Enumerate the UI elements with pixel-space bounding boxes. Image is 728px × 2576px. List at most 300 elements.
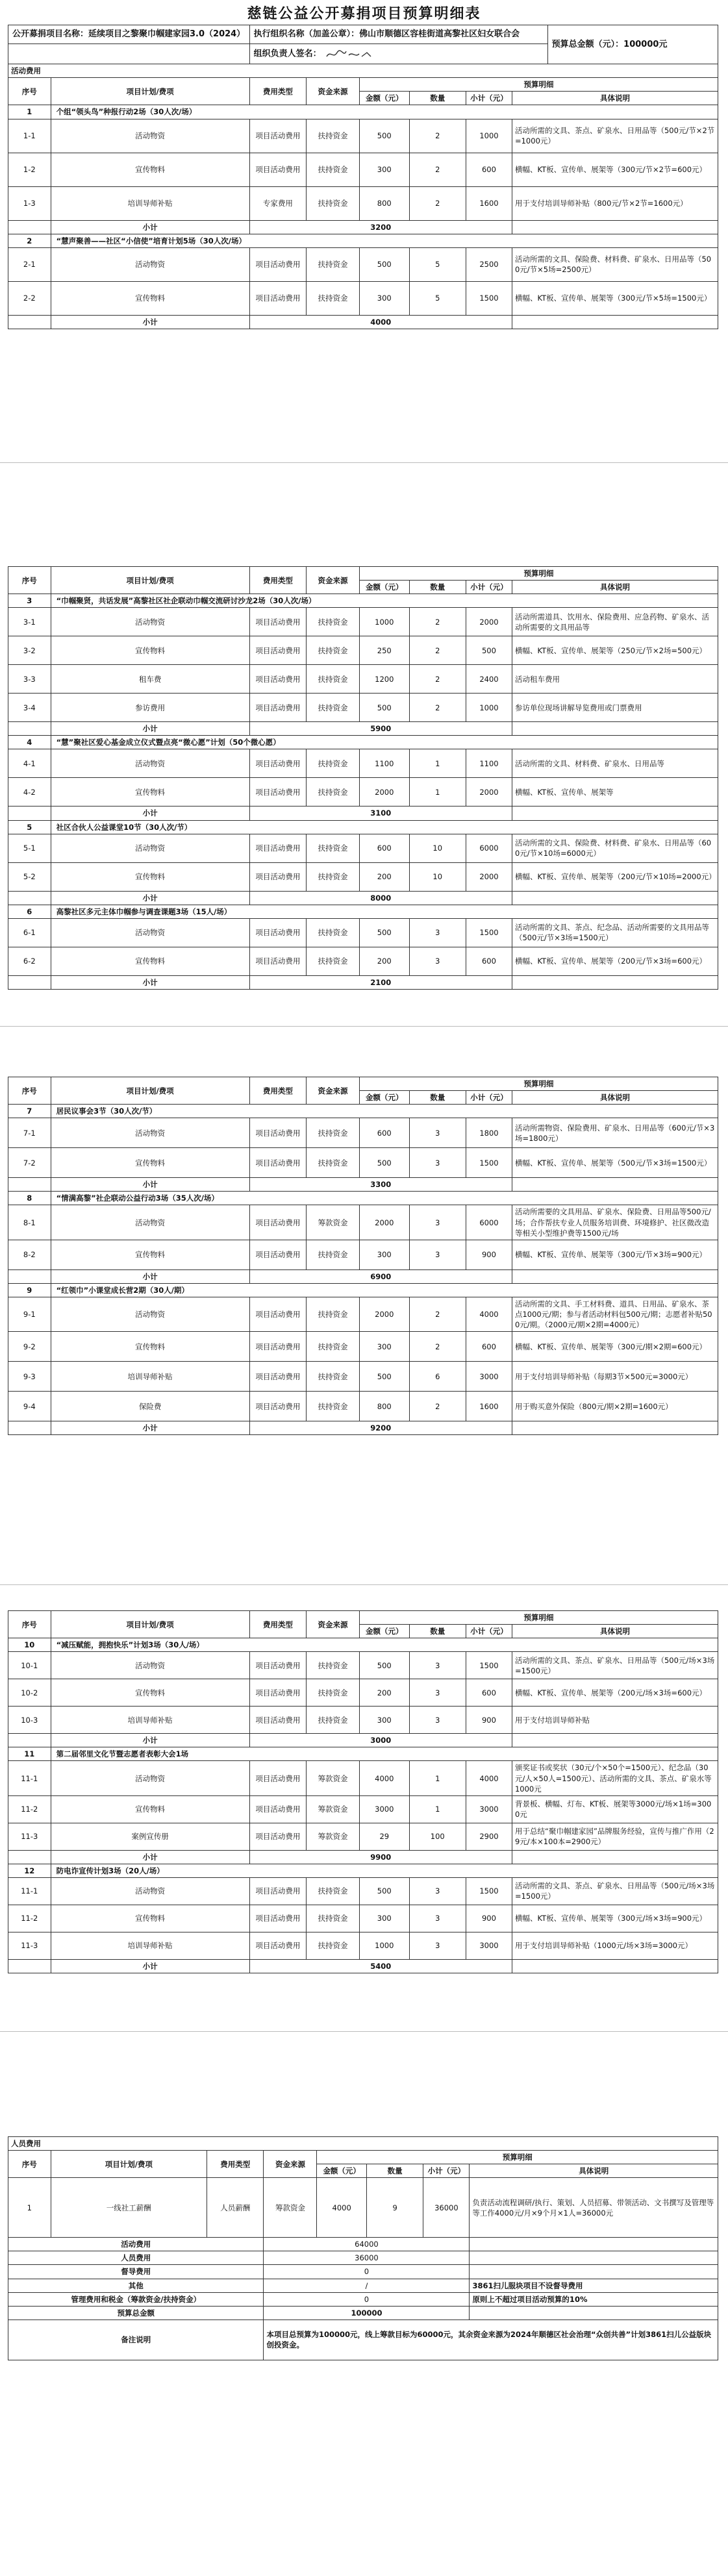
col-fee-type: 费用类型 <box>249 567 306 594</box>
personnel-amount: 4000 <box>317 2178 367 2238</box>
row-fund-source: 扶持资金 <box>307 1297 360 1331</box>
row-seq: 9-3 <box>8 1362 51 1392</box>
section-title: “巾帼聚贤，共话发展”高黎社区社企联动巾帼交流研讨沙龙2场（30人次/场） <box>51 594 718 608</box>
col-qty: 数量 <box>409 1625 466 1638</box>
row-subtotal: 1500 <box>466 1148 512 1178</box>
subtotal-value: 6900 <box>249 1269 512 1283</box>
row-fund-source: 扶持资金 <box>307 153 360 186</box>
personnel-table <box>8 2136 718 2238</box>
subtotal-value: 5400 <box>249 1959 512 1973</box>
subtotal-label: 小计 <box>51 891 249 905</box>
row-fee-type: 项目活动费用 <box>249 1240 306 1269</box>
row-plan: 宣传物料 <box>51 1679 249 1707</box>
col-seq: 序号 <box>8 2151 51 2178</box>
row-plan: 宣传物料 <box>51 1240 249 1269</box>
section-title: 第二届邻里文化节暨志愿者表彰大会1场 <box>51 1747 718 1761</box>
row-amount: 500 <box>360 1148 410 1178</box>
activity-fee-heading: 活动费用 <box>8 64 718 78</box>
col-subtotal: 小计（元） <box>466 1091 512 1105</box>
row-plan: 宣传物料 <box>51 1332 249 1362</box>
row-fund-source: 扶持资金 <box>307 281 360 315</box>
budget-row <box>8 1905 718 1932</box>
col-qty: 数量 <box>409 581 466 594</box>
row-fee-type: 项目活动费用 <box>249 947 306 975</box>
col-fund-source: 资金来源 <box>307 78 360 105</box>
row-subtotal: 2000 <box>466 608 512 636</box>
col-amount: 金额（元） <box>360 581 410 594</box>
row-fund-source: 扶持资金 <box>307 1932 360 1959</box>
row-plan: 活动物资 <box>51 119 249 153</box>
row-desc: 横幅、KT板、宣传单、展架等（250元/节×2场=500元） <box>512 636 718 665</box>
row-plan: 培训导师补贴 <box>51 186 249 220</box>
row-amount: 200 <box>360 1679 410 1707</box>
row-subtotal: 6000 <box>466 834 512 862</box>
row-desc: 参访单位现场讲解导览费用或门票费用 <box>512 694 718 722</box>
row-qty: 2 <box>409 1332 466 1362</box>
col-budget-detail: 预算明细 <box>360 1611 718 1625</box>
row-seq: 11-1 <box>8 1761 51 1795</box>
budget-sheet-5 <box>8 2136 718 2360</box>
summary-blank <box>470 2265 718 2279</box>
col-qty: 数量 <box>409 1091 466 1105</box>
row-amount: 1000 <box>360 608 410 636</box>
row-fund-source: 扶持资金 <box>307 1362 360 1392</box>
row-fee-type: 项目活动费用 <box>249 1205 306 1240</box>
row-amount: 600 <box>360 834 410 862</box>
summary-note-text: 本项目总预算为100000元，线上筹款目标为60000元，其余资金来源为2024年顺德区社会治理“众创共善”计划3861扫儿公益版块创投资金。 <box>264 2320 718 2360</box>
row-fund-source: 扶持资金 <box>307 947 360 975</box>
section-title: 高黎社区多元主体巾帼参与调查课题3场（15人/场） <box>51 905 718 918</box>
row-desc: 活动租车费用 <box>512 665 718 694</box>
row-amount: 300 <box>360 153 410 186</box>
budget-row <box>8 119 718 153</box>
row-plan: 活动物资 <box>51 834 249 862</box>
row-seq: 5-2 <box>8 862 51 891</box>
row-desc: 活动所需的文具、手工材料费、道具、日用品、矿泉水、茶点1000元/期；参与者活动材料包500元/期；志愿者补贴500元/期。（2000元/期×2期=4000元） <box>512 1297 718 1331</box>
personnel-seq: 1 <box>8 2178 51 2238</box>
project-header <box>8 25 718 64</box>
budget-row <box>8 1707 718 1734</box>
budget-row <box>8 834 718 862</box>
row-desc: 横幅、KT板、宣传单、展架等（200元/节×10场=2000元） <box>512 862 718 891</box>
col-budget-detail: 预算明细 <box>360 1077 718 1091</box>
row-seq: 11-2 <box>8 1795 51 1823</box>
summary-table <box>8 2237 718 2360</box>
section-number: 10 <box>8 1638 51 1652</box>
section-number: 1 <box>8 105 51 119</box>
row-amount: 4000 <box>360 1761 410 1795</box>
row-fund-source: 扶持资金 <box>307 749 360 778</box>
row-seq: 8-2 <box>8 1240 51 1269</box>
budget-row <box>8 1332 718 1362</box>
summary-supervision-label: 督导费用 <box>8 2265 264 2279</box>
subtotal-value: 9900 <box>249 1850 512 1864</box>
row-amount: 500 <box>360 119 410 153</box>
row-amount: 200 <box>360 947 410 975</box>
section-title: 防电诈宣传计划3场（20人/场） <box>51 1864 718 1877</box>
row-amount: 800 <box>360 186 410 220</box>
row-subtotal: 1000 <box>466 119 512 153</box>
row-plan: 培训导师补贴 <box>51 1707 249 1734</box>
row-amount: 200 <box>360 862 410 891</box>
subtotal-value: 3200 <box>249 220 512 234</box>
row-fee-type: 项目活动费用 <box>249 153 306 186</box>
row-subtotal: 900 <box>466 1905 512 1932</box>
summary-activity-value: 64000 <box>264 2238 470 2251</box>
row-seq: 6-2 <box>8 947 51 975</box>
row-qty: 3 <box>409 947 466 975</box>
row-qty: 3 <box>409 1679 466 1707</box>
budget-table <box>8 1610 718 1973</box>
budget-row <box>8 153 718 186</box>
row-fee-type: 项目活动费用 <box>249 1118 306 1148</box>
row-subtotal: 600 <box>466 947 512 975</box>
row-subtotal: 900 <box>466 1240 512 1269</box>
row-fund-source: 筹款资金 <box>307 1795 360 1823</box>
row-fee-type: 项目活动费用 <box>249 636 306 665</box>
row-seq: 1-2 <box>8 153 51 186</box>
personnel-desc: 负责活动流程调研/执行、策划、人员招募、带领活动、文书撰写及管理等等工作4000元/月×9个月×1人=36000元 <box>470 2178 718 2238</box>
col-desc: 具体说明 <box>512 1625 718 1638</box>
row-fee-type: 项目活动费用 <box>249 1297 306 1331</box>
row-subtotal: 1600 <box>466 186 512 220</box>
row-seq: 1-3 <box>8 186 51 220</box>
row-fee-type: 项目活动费用 <box>249 1392 306 1421</box>
row-desc: 活动所需的文具、材料费、矿泉水、日用品等 <box>512 749 718 778</box>
summary-supervision-value: 0 <box>264 2265 470 2279</box>
row-plan: 活动物资 <box>51 1652 249 1679</box>
row-qty: 3 <box>409 1205 466 1240</box>
row-subtotal: 4000 <box>466 1761 512 1795</box>
project-name-cell: 公开募捐项目名称：延续项目之黎聚巾帼建家园3.0（2024） <box>8 25 250 44</box>
row-qty: 3 <box>409 1905 466 1932</box>
summary-personnel-label: 人员费用 <box>8 2251 264 2265</box>
row-seq: 3-3 <box>8 665 51 694</box>
row-amount: 300 <box>360 1332 410 1362</box>
row-qty: 3 <box>409 1877 466 1905</box>
budget-row <box>8 1118 718 1148</box>
section-number: 7 <box>8 1105 51 1118</box>
row-plan: 培训导师补贴 <box>51 1362 249 1392</box>
budget-row <box>8 636 718 665</box>
row-plan: 活动物资 <box>51 1877 249 1905</box>
row-plan: 活动物资 <box>51 1297 249 1331</box>
summary-blank <box>470 2238 718 2251</box>
row-qty: 1 <box>409 1795 466 1823</box>
row-seq: 10-1 <box>8 1652 51 1679</box>
summary-mgmt-value: 0 <box>264 2292 470 2306</box>
section-number: 2 <box>8 234 51 247</box>
row-amount: 250 <box>360 636 410 665</box>
row-fee-type: 项目活动费用 <box>249 834 306 862</box>
section-number: 9 <box>8 1283 51 1297</box>
row-plan: 保险费 <box>51 1392 249 1421</box>
col-subtotal: 小计（元） <box>423 2164 470 2178</box>
signature-image <box>324 47 376 60</box>
col-amount: 金额（元） <box>360 92 410 105</box>
row-fee-type: 项目活动费用 <box>249 1761 306 1795</box>
row-seq: 10-2 <box>8 1679 51 1707</box>
summary-personnel-value: 36000 <box>264 2251 470 2265</box>
row-qty: 2 <box>409 608 466 636</box>
subtotal-value: 3000 <box>249 1734 512 1747</box>
row-qty: 1 <box>409 1761 466 1795</box>
col-subtotal: 小计（元） <box>466 581 512 594</box>
row-subtotal: 500 <box>466 636 512 665</box>
row-fee-type: 项目活动费用 <box>249 862 306 891</box>
subtotal-label: 小计 <box>51 1269 249 1283</box>
col-amount: 金额（元） <box>360 1091 410 1105</box>
row-desc: 用于支付培训导师补贴（800元/节×2节=1600元） <box>512 186 718 220</box>
row-fee-type: 项目活动费用 <box>249 1652 306 1679</box>
leader-signature-cell: 组织负责人签名： <box>249 44 547 64</box>
row-subtotal: 1500 <box>466 918 512 947</box>
row-seq: 11-3 <box>8 1932 51 1959</box>
row-seq: 8-1 <box>8 1205 51 1240</box>
row-desc: 活动所需的文具、茶点、矿泉水、日用品等（500元/节×2节=1000元） <box>512 119 718 153</box>
section-title: “慧声聚善——社区“小信使”培育计划5场（30人次/场） <box>51 234 718 247</box>
budget-row <box>8 862 718 891</box>
row-qty: 2 <box>409 665 466 694</box>
summary-mgmt-label: 管理费用和税金（筹款资金/扶持资金） <box>8 2292 264 2306</box>
row-plan: 活动物资 <box>51 918 249 947</box>
row-plan: 案例宣传册 <box>51 1823 249 1850</box>
row-fund-source: 扶持资金 <box>307 1652 360 1679</box>
row-fee-type: 项目活动费用 <box>249 281 306 315</box>
row-fund-source: 筹款资金 <box>307 1761 360 1795</box>
row-fee-type: 项目活动费用 <box>249 1148 306 1178</box>
section-title: “减压赋能，拥抱快乐”计划3场（30人/场） <box>51 1638 718 1652</box>
col-plan: 项目计划/费项 <box>51 2151 207 2178</box>
row-seq: 4-2 <box>8 778 51 807</box>
row-plan: 宣传物料 <box>51 281 249 315</box>
budget-row <box>8 1761 718 1795</box>
row-desc: 活动所需的文具、茶点、纪念品、活动所需要的文具用品等（500元/节×3场=1500元） <box>512 918 718 947</box>
row-plan: 活动物资 <box>51 1761 249 1795</box>
blank-cell <box>8 44 250 64</box>
row-fee-type: 项目活动费用 <box>249 1932 306 1959</box>
row-fund-source: 扶持资金 <box>307 1679 360 1707</box>
row-seq: 7-2 <box>8 1148 51 1178</box>
col-seq: 序号 <box>8 78 51 105</box>
row-plan: 参访费用 <box>51 694 249 722</box>
subtotal-label: 小计 <box>51 975 249 989</box>
row-fee-type: 项目活动费用 <box>249 918 306 947</box>
row-desc: 横幅、KT板、宣传单、展架等（500元/节×3场=1500元） <box>512 1148 718 1178</box>
row-qty: 3 <box>409 918 466 947</box>
col-fund-source: 资金来源 <box>307 1077 360 1105</box>
budget-row <box>8 1148 718 1178</box>
section-title: 社区合伙人公益课堂10节（30人次/节） <box>51 820 718 834</box>
row-seq: 9-1 <box>8 1297 51 1331</box>
row-subtotal: 4000 <box>466 1297 512 1331</box>
section-title: 个组“领头鸟”种报行动2场（30人次/场） <box>51 105 718 119</box>
personnel-qty: 9 <box>366 2178 423 2238</box>
row-subtotal: 1500 <box>466 281 512 315</box>
row-fund-source: 扶持资金 <box>307 918 360 947</box>
budget-row <box>8 1877 718 1905</box>
section-title: “红领巾”小课堂成长营2期（30人/期） <box>51 1283 718 1297</box>
row-fee-type: 项目活动费用 <box>249 778 306 807</box>
row-subtotal: 1500 <box>466 1877 512 1905</box>
row-qty: 3 <box>409 1148 466 1178</box>
col-qty: 数量 <box>366 2164 423 2178</box>
row-plan: 宣传物料 <box>51 1905 249 1932</box>
row-amount: 3000 <box>360 1795 410 1823</box>
row-amount: 500 <box>360 1652 410 1679</box>
row-fund-source: 扶持资金 <box>307 834 360 862</box>
row-subtotal: 1800 <box>466 1118 512 1148</box>
subtotal-value: 3300 <box>249 1178 512 1192</box>
col-fee-type: 费用类型 <box>249 78 306 105</box>
row-desc: 横幅、KT板、宣传单、展架等（300元/场×3场=900元） <box>512 1905 718 1932</box>
row-seq: 11-3 <box>8 1823 51 1850</box>
row-amount: 500 <box>360 247 410 281</box>
row-plan: 宣传物料 <box>51 1148 249 1178</box>
row-qty: 3 <box>409 1652 466 1679</box>
row-fee-type: 项目活动费用 <box>249 119 306 153</box>
row-subtotal: 600 <box>466 1332 512 1362</box>
col-plan: 项目计划/费项 <box>51 78 249 105</box>
section-number: 8 <box>8 1192 51 1205</box>
row-fee-type: 项目活动费用 <box>249 1823 306 1850</box>
col-subtotal: 小计（元） <box>466 92 512 105</box>
row-subtotal: 600 <box>466 1679 512 1707</box>
page-title: 慈链公益公开募捐项目预算明细表 <box>247 6 481 22</box>
budget-sheet-3 <box>8 1077 718 1435</box>
row-amount: 1000 <box>360 1932 410 1959</box>
row-amount: 500 <box>360 694 410 722</box>
row-seq: 2-1 <box>8 247 51 281</box>
subtotal-label: 小计 <box>51 807 249 820</box>
row-fund-source: 扶持资金 <box>307 665 360 694</box>
budget-row <box>8 1795 718 1823</box>
col-subtotal: 小计（元） <box>466 1625 512 1638</box>
col-seq: 序号 <box>8 1077 51 1105</box>
row-qty: 2 <box>409 119 466 153</box>
row-subtotal: 3000 <box>466 1362 512 1392</box>
row-plan: 活动物资 <box>51 1118 249 1148</box>
row-fee-type: 项目活动费用 <box>249 1795 306 1823</box>
row-seq: 3-4 <box>8 694 51 722</box>
budget-row <box>8 608 718 636</box>
col-fee-type: 费用类型 <box>249 1077 306 1105</box>
row-subtotal: 2500 <box>466 247 512 281</box>
section-number: 12 <box>8 1864 51 1877</box>
row-desc: 横幅、KT板、宣传单、展架等（300元/期×2期=600元） <box>512 1332 718 1362</box>
budget-row <box>8 1205 718 1240</box>
section-title: 居民议事会3节（30人次/节） <box>51 1105 718 1118</box>
row-qty: 3 <box>409 1932 466 1959</box>
row-fee-type: 项目活动费用 <box>249 247 306 281</box>
subtotal-value: 2100 <box>249 975 512 989</box>
budget-row <box>8 1652 718 1679</box>
row-qty: 1 <box>409 778 466 807</box>
row-subtotal: 3000 <box>466 1932 512 1959</box>
col-budget-detail: 预算明细 <box>360 567 718 581</box>
row-plan: 宣传物料 <box>51 1795 249 1823</box>
row-fund-source: 扶持资金 <box>307 778 360 807</box>
row-amount: 300 <box>360 1905 410 1932</box>
row-seq: 9-4 <box>8 1392 51 1421</box>
row-seq: 9-2 <box>8 1332 51 1362</box>
summary-other-note: 3861扫儿服块项目不设督导费用 <box>470 2279 718 2292</box>
row-desc: 用于总结“聚巾帼建家园”品牌服务经验，宣传与推广作用（29元/本×100本=2900元） <box>512 1823 718 1850</box>
budget-row <box>8 1297 718 1331</box>
subtotal-label: 小计 <box>51 220 249 234</box>
row-desc: 活动所需的文具、保险费、材料费、矿泉水、日用品等（600元/节×10场=6000元） <box>512 834 718 862</box>
row-amount: 600 <box>360 1118 410 1148</box>
row-subtotal: 6000 <box>466 1205 512 1240</box>
row-amount: 2000 <box>360 1297 410 1331</box>
summary-activity-label: 活动费用 <box>8 2238 264 2251</box>
budget-row <box>8 247 718 281</box>
row-amount: 300 <box>360 281 410 315</box>
row-seq: 10-3 <box>8 1707 51 1734</box>
row-amount: 29 <box>360 1823 410 1850</box>
budget-row <box>8 1823 718 1850</box>
col-desc: 具体说明 <box>512 1091 718 1105</box>
row-qty: 3 <box>409 1707 466 1734</box>
col-seq: 序号 <box>8 567 51 594</box>
row-subtotal: 1000 <box>466 694 512 722</box>
section-number: 3 <box>8 594 51 608</box>
col-plan: 项目计划/费项 <box>51 567 249 594</box>
row-plan: 宣传物料 <box>51 778 249 807</box>
row-plan: 活动物资 <box>51 749 249 778</box>
budget-row <box>8 778 718 807</box>
row-seq: 2-2 <box>8 281 51 315</box>
row-amount: 500 <box>360 918 410 947</box>
budget-row <box>8 1679 718 1707</box>
budget-sheet-4 <box>8 1610 718 1973</box>
row-fee-type: 项目活动费用 <box>249 1332 306 1362</box>
section-title: “慧”聚社区爱心基金成立仪式暨点亮“微心愿”计划（50个微心愿） <box>51 736 718 749</box>
row-amount: 500 <box>360 1877 410 1905</box>
row-qty: 5 <box>409 247 466 281</box>
row-qty: 10 <box>409 862 466 891</box>
personnel-source: 筹款资金 <box>264 2178 317 2238</box>
row-desc: 用于购买意外保险（800元/期×2期=1600元） <box>512 1392 718 1421</box>
row-seq: 4-1 <box>8 749 51 778</box>
personnel-subtotal: 36000 <box>423 2178 470 2238</box>
col-qty: 数量 <box>409 92 466 105</box>
row-desc: 活动所需要的文具用品、矿泉水、保险费、日用品等500元/场；合作帮扶专业人员服务培训费、环境修护、社区微改造等相关小型维护费等1500元/场 <box>512 1205 718 1240</box>
row-qty: 2 <box>409 1392 466 1421</box>
row-subtotal: 2900 <box>466 1823 512 1850</box>
row-fund-source: 扶持资金 <box>307 1707 360 1734</box>
row-fee-type: 项目活动费用 <box>249 1877 306 1905</box>
col-fund-source: 资金来源 <box>264 2151 317 2178</box>
row-subtotal: 900 <box>466 1707 512 1734</box>
row-fee-type: 项目活动费用 <box>249 694 306 722</box>
col-budget-detail: 预算明细 <box>360 78 718 92</box>
col-desc: 具体说明 <box>512 581 718 594</box>
row-plan: 租车费 <box>51 665 249 694</box>
col-fee-type: 费用类型 <box>207 2151 264 2178</box>
row-desc: 横幅、KT板、宣传单、展架等（200元/场×3场=600元） <box>512 1679 718 1707</box>
budget-row <box>8 665 718 694</box>
section-title: “情满高黎”社企联动公益行动3场（35人次/场） <box>51 1192 718 1205</box>
summary-other-label: 其他 <box>8 2279 264 2292</box>
budget-row <box>8 186 718 220</box>
row-fund-source: 扶持资金 <box>307 636 360 665</box>
row-fee-type: 项目活动费用 <box>249 1362 306 1392</box>
budget-row <box>8 947 718 975</box>
row-desc: 横幅、KT板、宣传单、展架等（300元/节×3场=900元） <box>512 1240 718 1269</box>
row-plan: 宣传物料 <box>51 947 249 975</box>
budget-row <box>8 1392 718 1421</box>
